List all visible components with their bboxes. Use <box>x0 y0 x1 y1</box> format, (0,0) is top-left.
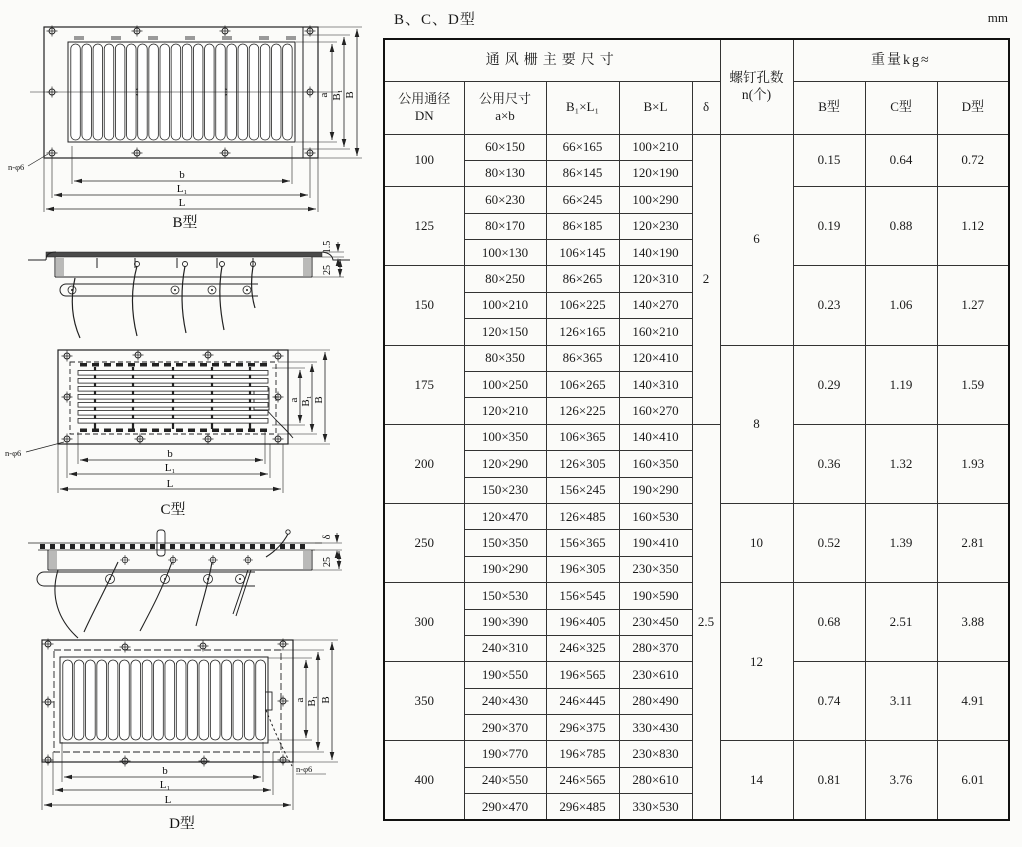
header-delta: δ <box>692 81 720 134</box>
holes-note: n-φ6 <box>296 764 313 774</box>
b1xl1-size-cell: 296×485 <box>546 794 619 820</box>
spec-table-body <box>384 134 1009 820</box>
header-screw-holes <box>720 39 793 134</box>
weight-c-cell: 1.19 <box>865 345 937 424</box>
bxl-size-cell: 160×350 <box>619 451 692 477</box>
dim-label-b-outer: B <box>344 91 356 99</box>
dim-label-b1: B₁ <box>331 89 343 101</box>
table-row <box>384 424 1009 450</box>
dim-label-b-outer: B <box>313 396 325 404</box>
bxl-size-cell: 230×450 <box>619 609 692 635</box>
bxl-size-cell: 140×310 <box>619 372 692 398</box>
dim-label-width-b: b <box>162 765 168 777</box>
ab-size-cell: 100×210 <box>464 292 546 318</box>
weight-d-cell: 1.59 <box>937 345 1009 424</box>
delta-cell: 2 <box>692 134 720 424</box>
b1xl1-size-cell: 86×145 <box>546 160 619 186</box>
ab-size-cell: 80×170 <box>464 213 546 239</box>
dn-cell: 350 <box>384 662 464 741</box>
ab-size-cell: 80×130 <box>464 160 546 186</box>
weight-c-cell: 1.32 <box>865 424 937 503</box>
ab-size-cell: 190×770 <box>464 741 546 767</box>
weight-d-cell: 1.27 <box>937 266 1009 345</box>
bxl-size-cell: 160×270 <box>619 398 692 424</box>
dn-cell: 100 <box>384 134 464 187</box>
page-title: B、C、D型 <box>394 12 476 28</box>
section-view-c-drawing <box>28 530 342 638</box>
dn-cell: 300 <box>384 583 464 662</box>
dn-cell: 175 <box>384 345 464 424</box>
weight-c-cell: 1.39 <box>865 503 937 582</box>
header-bxl: B×L <box>619 81 692 134</box>
weight-d-cell: 6.01 <box>937 741 1009 820</box>
bxl-size-cell: 280×490 <box>619 688 692 714</box>
bxl-size-cell: 330×530 <box>619 794 692 820</box>
ab-size-cell: 190×290 <box>464 556 546 582</box>
type-b-caption: B型 <box>172 215 198 231</box>
dim-label-l: L <box>166 478 174 490</box>
bxl-size-cell: 120×410 <box>619 345 692 371</box>
ab-size-cell: 150×230 <box>464 477 546 503</box>
weight-b-cell: 0.29 <box>793 345 865 424</box>
bxl-size-cell: 280×370 <box>619 635 692 661</box>
type-c-front-view-drawing <box>5 350 330 519</box>
header-type-b: B型 <box>793 81 865 134</box>
ab-size-cell: 190×390 <box>464 609 546 635</box>
type-d-caption: D型 <box>169 816 195 832</box>
dim-label-b1: B₁ <box>300 395 312 407</box>
weight-c-cell: 3.76 <box>865 741 937 820</box>
ab-size-cell: 60×150 <box>464 134 546 160</box>
dim-label-width-b: b <box>179 169 185 181</box>
b1xl1-size-cell: 126×165 <box>546 319 619 345</box>
b1xl1-size-cell: 156×245 <box>546 477 619 503</box>
b1xl1-size-cell: 66×165 <box>546 134 619 160</box>
dim-label-a: a <box>294 697 306 703</box>
dn-cell: 150 <box>384 266 464 345</box>
ab-size-cell: 240×430 <box>464 688 546 714</box>
bxl-size-cell: 230×350 <box>619 556 692 582</box>
weight-b-cell: 0.36 <box>793 424 865 503</box>
b1xl1-size-cell: 86×185 <box>546 213 619 239</box>
spec-table-header <box>384 39 1009 134</box>
dn-cell: 400 <box>384 741 464 820</box>
b1xl1-size-cell: 66×245 <box>546 187 619 213</box>
weight-c-cell: 0.88 <box>865 187 937 266</box>
dim-label-thickness: 1.5 <box>322 240 333 254</box>
ab-size-cell: 150×530 <box>464 583 546 609</box>
b1xl1-size-cell: 246×445 <box>546 688 619 714</box>
bxl-size-cell: 140×410 <box>619 424 692 450</box>
b1xl1-size-cell: 106×225 <box>546 292 619 318</box>
ab-size-cell: 120×290 <box>464 451 546 477</box>
weight-c-cell: 3.11 <box>865 662 937 741</box>
b1xl1-size-cell: 126×485 <box>546 503 619 529</box>
dim-label-l: L <box>164 794 172 806</box>
b1xl1-size-cell: 196×785 <box>546 741 619 767</box>
ab-size-cell: 80×250 <box>464 266 546 292</box>
b1xl1-size-cell: 196×405 <box>546 609 619 635</box>
type-d-front-view-drawing <box>42 639 338 833</box>
b1xl1-size-cell: 126×225 <box>546 398 619 424</box>
b1xl1-size-cell: 246×565 <box>546 767 619 793</box>
ab-size-cell: 190×550 <box>464 662 546 688</box>
ab-size-cell: 100×250 <box>464 372 546 398</box>
bxl-size-cell: 230×610 <box>619 662 692 688</box>
ab-size-cell: 290×370 <box>464 715 546 741</box>
section-view-b-drawing <box>28 241 350 338</box>
weight-b-cell: 0.19 <box>793 187 865 266</box>
b1xl1-size-cell: 106×365 <box>546 424 619 450</box>
spec-table <box>383 38 1010 821</box>
b1xl1-size-cell: 86×265 <box>546 266 619 292</box>
weight-d-cell: 1.93 <box>937 424 1009 503</box>
bxl-size-cell: 120×190 <box>619 160 692 186</box>
ab-size-cell: 290×470 <box>464 794 546 820</box>
weight-d-cell: 2.81 <box>937 503 1009 582</box>
bxl-size-cell: 280×610 <box>619 767 692 793</box>
ab-size-cell: 120×470 <box>464 503 546 529</box>
screw-count-cell: 6 <box>720 134 793 345</box>
table-row <box>384 134 1009 160</box>
dim-label-depth: 25 <box>322 557 333 567</box>
b1xl1-size-cell: 196×305 <box>546 556 619 582</box>
dim-label-thickness: δ <box>322 534 333 540</box>
type-b-front-view-drawing <box>8 26 362 232</box>
bxl-size-cell: 160×530 <box>619 503 692 529</box>
weight-d-cell: 4.91 <box>937 662 1009 741</box>
weight-b-cell: 0.23 <box>793 266 865 345</box>
type-c-caption: C型 <box>160 502 186 518</box>
ab-size-cell: 240×550 <box>464 767 546 793</box>
weight-c-cell: 0.64 <box>865 134 937 187</box>
holes-note: n-φ6 <box>8 162 25 172</box>
weight-b-cell: 0.68 <box>793 583 865 662</box>
dn-cell: 250 <box>384 503 464 582</box>
screw-count-cell: 8 <box>720 345 793 503</box>
bxl-size-cell: 190×590 <box>619 583 692 609</box>
screw-count-cell: 14 <box>720 741 793 820</box>
dim-label-l1: L₁ <box>159 779 171 791</box>
bxl-size-cell: 190×410 <box>619 530 692 556</box>
b1xl1-size-cell: 86×365 <box>546 345 619 371</box>
drawings-panel <box>0 0 382 847</box>
ab-size-cell: 240×310 <box>464 635 546 661</box>
b1xl1-size-cell: 246×325 <box>546 635 619 661</box>
weight-b-cell: 0.74 <box>793 662 865 741</box>
header-ab: 公用尺寸 a×b <box>464 81 546 134</box>
b1xl1-size-cell: 106×145 <box>546 240 619 266</box>
header-screw-line1: 螺钉孔数 <box>729 69 784 85</box>
header-screw-line2: n(个) <box>741 86 772 102</box>
header-weight: 重量kg≈ <box>793 39 1009 81</box>
bxl-size-cell: 160×210 <box>619 319 692 345</box>
b1xl1-size-cell: 296×375 <box>546 715 619 741</box>
weight-b-cell: 0.81 <box>793 741 865 820</box>
b1xl1-size-cell: 196×565 <box>546 662 619 688</box>
dn-cell: 125 <box>384 187 464 266</box>
weight-c-cell: 2.51 <box>865 583 937 662</box>
bxl-size-cell: 140×190 <box>619 240 692 266</box>
bxl-size-cell: 140×270 <box>619 292 692 318</box>
ab-size-cell: 100×130 <box>464 240 546 266</box>
bxl-size-cell: 230×830 <box>619 741 692 767</box>
weight-b-cell: 0.52 <box>793 503 865 582</box>
weight-b-cell: 0.15 <box>793 134 865 187</box>
ab-size-cell: 120×210 <box>464 398 546 424</box>
bxl-size-cell: 190×290 <box>619 477 692 503</box>
ab-size-cell: 120×150 <box>464 319 546 345</box>
unit-label: mm <box>987 10 1008 25</box>
holes-note: n-φ6 <box>5 448 22 458</box>
dim-label-l1: L₁ <box>164 462 176 474</box>
bxl-size-cell: 100×210 <box>619 134 692 160</box>
dim-label-l1: L₁ <box>176 183 188 195</box>
bxl-size-cell: 120×310 <box>619 266 692 292</box>
b1xl1-size-cell: 126×305 <box>546 451 619 477</box>
weight-c-cell: 1.06 <box>865 266 937 345</box>
bxl-size-cell: 120×230 <box>619 213 692 239</box>
screw-count-cell: 10 <box>720 503 793 582</box>
screw-count-cell: 12 <box>720 583 793 741</box>
dim-label-b-outer: B <box>320 696 332 704</box>
dim-label-depth: 25 <box>322 265 333 275</box>
header-b1xl1: B₁×L₁ <box>546 81 619 134</box>
header-dn: 公用通径 DN <box>384 81 464 134</box>
bxl-size-cell: 100×290 <box>619 187 692 213</box>
header-type-c: C型 <box>865 81 937 134</box>
ab-size-cell: 100×350 <box>464 424 546 450</box>
header-type-d: D型 <box>937 81 1009 134</box>
dim-label-l: L <box>178 197 186 209</box>
ab-size-cell: 60×230 <box>464 187 546 213</box>
bxl-size-cell: 330×430 <box>619 715 692 741</box>
b1xl1-size-cell: 156×365 <box>546 530 619 556</box>
dn-cell: 200 <box>384 424 464 503</box>
weight-d-cell: 3.88 <box>937 583 1009 662</box>
ab-size-cell: 80×350 <box>464 345 546 371</box>
delta-cell: 2.5 <box>692 424 720 820</box>
dim-label-a: a <box>288 397 300 403</box>
dim-label-width-b: b <box>167 448 173 460</box>
header-main-dimensions: 通风栅主要尺寸 <box>384 39 720 81</box>
dim-label-a: a <box>318 92 330 98</box>
dim-label-b1: B₁ <box>306 695 318 707</box>
ab-size-cell: 150×350 <box>464 530 546 556</box>
b1xl1-size-cell: 156×545 <box>546 583 619 609</box>
b1xl1-size-cell: 106×265 <box>546 372 619 398</box>
weight-d-cell: 0.72 <box>937 134 1009 187</box>
weight-d-cell: 1.12 <box>937 187 1009 266</box>
